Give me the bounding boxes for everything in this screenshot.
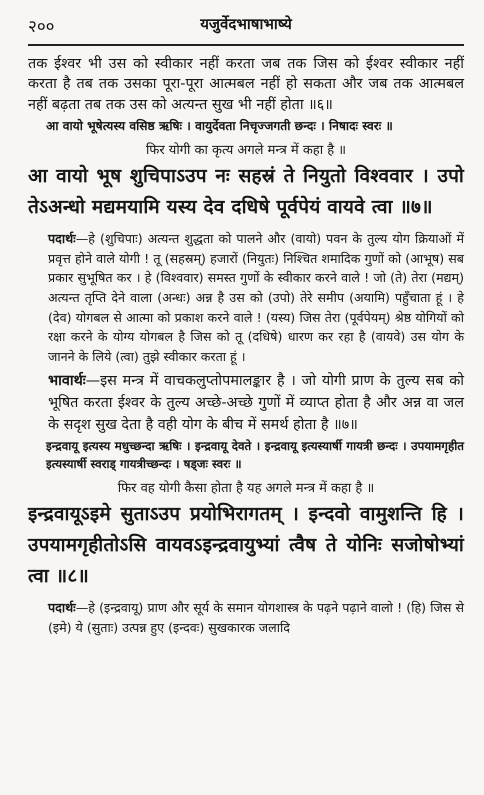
mantra-8-padartha bbox=[28, 598, 464, 637]
page-title: यजुर्वेदभाषाभाष्ये bbox=[200, 15, 292, 33]
padartha-label: पदार्थः bbox=[48, 231, 76, 247]
mantra-7-bhavartha bbox=[28, 370, 464, 436]
mantra-8-meta: इन्द्रवायू इत्यस्य मधुच्छन्दा ऋषिः । इन्द्रवायू देवते । इन्द्रवायू इत्यस्यार्षी गायत्री छन्दः । उपयामगृहीत इत्यस्यार्षी स्वराड् गायत्रीच्छन्दः । षड्जः स्वरः ॥ bbox=[46, 439, 464, 471]
padartha-text: —हे (इन्द्रवायू) प्राण और सूर्य के समान योगशास्त्र के पढ़ने पढ़ाने वालो ! (हि) जिस से (इमे) ये (सुताः) उत्पन्न हुए (इन्दवः) सुखकारक जलादि bbox=[48, 600, 464, 635]
page-number: २०० bbox=[28, 17, 55, 37]
bhavartha-text: —इस मन्त्र में वाचकलुप्तोपमालङ्कार है । जो योगी प्राण के तुल्य सब को भूषित करता ईश्वर के तुल्य अच्छे-अच्छे गुणों में व्याप्त होता है और अन्न वा जल के सदृश सुख देता है वही योग के बीच में समर्थ होता है ॥७॥ bbox=[48, 373, 464, 434]
page-header bbox=[28, 14, 464, 38]
mantra-7-text: आ वायो भूष शुचिपाऽउप नः सहस्रं ते नियुतो विश्ववार । उपो तेऽअन्धो मद्यमयामि यस्य देव दधिषे पूर्वपेयं वायवे त्वा ॥७॥ bbox=[28, 165, 464, 219]
mantra-7-padartha bbox=[28, 229, 464, 366]
padartha-label: पदार्थः bbox=[48, 600, 76, 616]
continued-paragraph: तक ईश्वर भी उस को स्वीकार नहीं करता जब तक जिस को ईश्वर स्वीकार नहीं करता है तब तक उसका पूरा-पूरा आत्मबल नहीं हो सकता और जब तक आत्मबल नहीं बढ़ता तब तक उस को अत्यन्त सुख भी नहीं होता ॥६॥ bbox=[28, 56, 464, 113]
bhavartha-label: भावार्थः bbox=[48, 373, 86, 390]
mantra-7-meta: आ वायो भूषेत्यस्य वसिष्ठ ऋषिः । वायुर्देवता निचृज्जगती छन्दः । निषादः स्वरः ॥ bbox=[46, 119, 393, 134]
mantra-8-intro: फिर वह योगी कैसा होता है यह अगले मन्त्र में कहा है ॥ bbox=[117, 481, 375, 497]
padartha-text: —हे (शुचिपाः) अत्यन्त शुद्धता को पालने और (वायो) पवन के तुल्य योग क्रियाओं में प्रवृत्त होने वाले योगी ! तू (सहस्रम्) हजारों (नियुतः) निश्चित शमादिक गुणों को (आभूष) सब प्रकार सुभूषित कर । हे (विश्ववार) समस्त गुणों के स्वीकार करने वाले ! जो (ते) तेरा (मद्यम्) अत्यन्त तृप्ति देने वाला (अन्धः) अन्न है उस को (उपो) तेरे समीप (अयामि) पहुँचाता हूं । हे (देव) योगबल से आत्मा को प्रकाश करने वाले ! (यस्य) जिस तेरा (पूर्वपेयम्) श्रेष्ठ योगियों को रक्षा करने के योग्य योगबल है जिस को तू (दधिषे) धारण कर रहा है (वायवे) उस योग के जानने के लिये (त्वा) तुझे स्वीकार करता हूं । bbox=[48, 231, 465, 364]
mantra-7-intro: फिर योगी का कृत्य अगले मन्त्र में कहा है ॥ bbox=[145, 143, 347, 159]
header-rule bbox=[28, 44, 464, 46]
mantra-8-text: इन्द्रवायूऽइमे सुताऽउप प्रयोभिरागतम् । इन्दवो वामुशन्ति हि । उपयामगृहीतोऽसि वायवऽइन्द्रवायुभ्यां त्वैष ते योनिः सजोषोभ्यां त्वा ॥८॥ bbox=[28, 503, 464, 588]
